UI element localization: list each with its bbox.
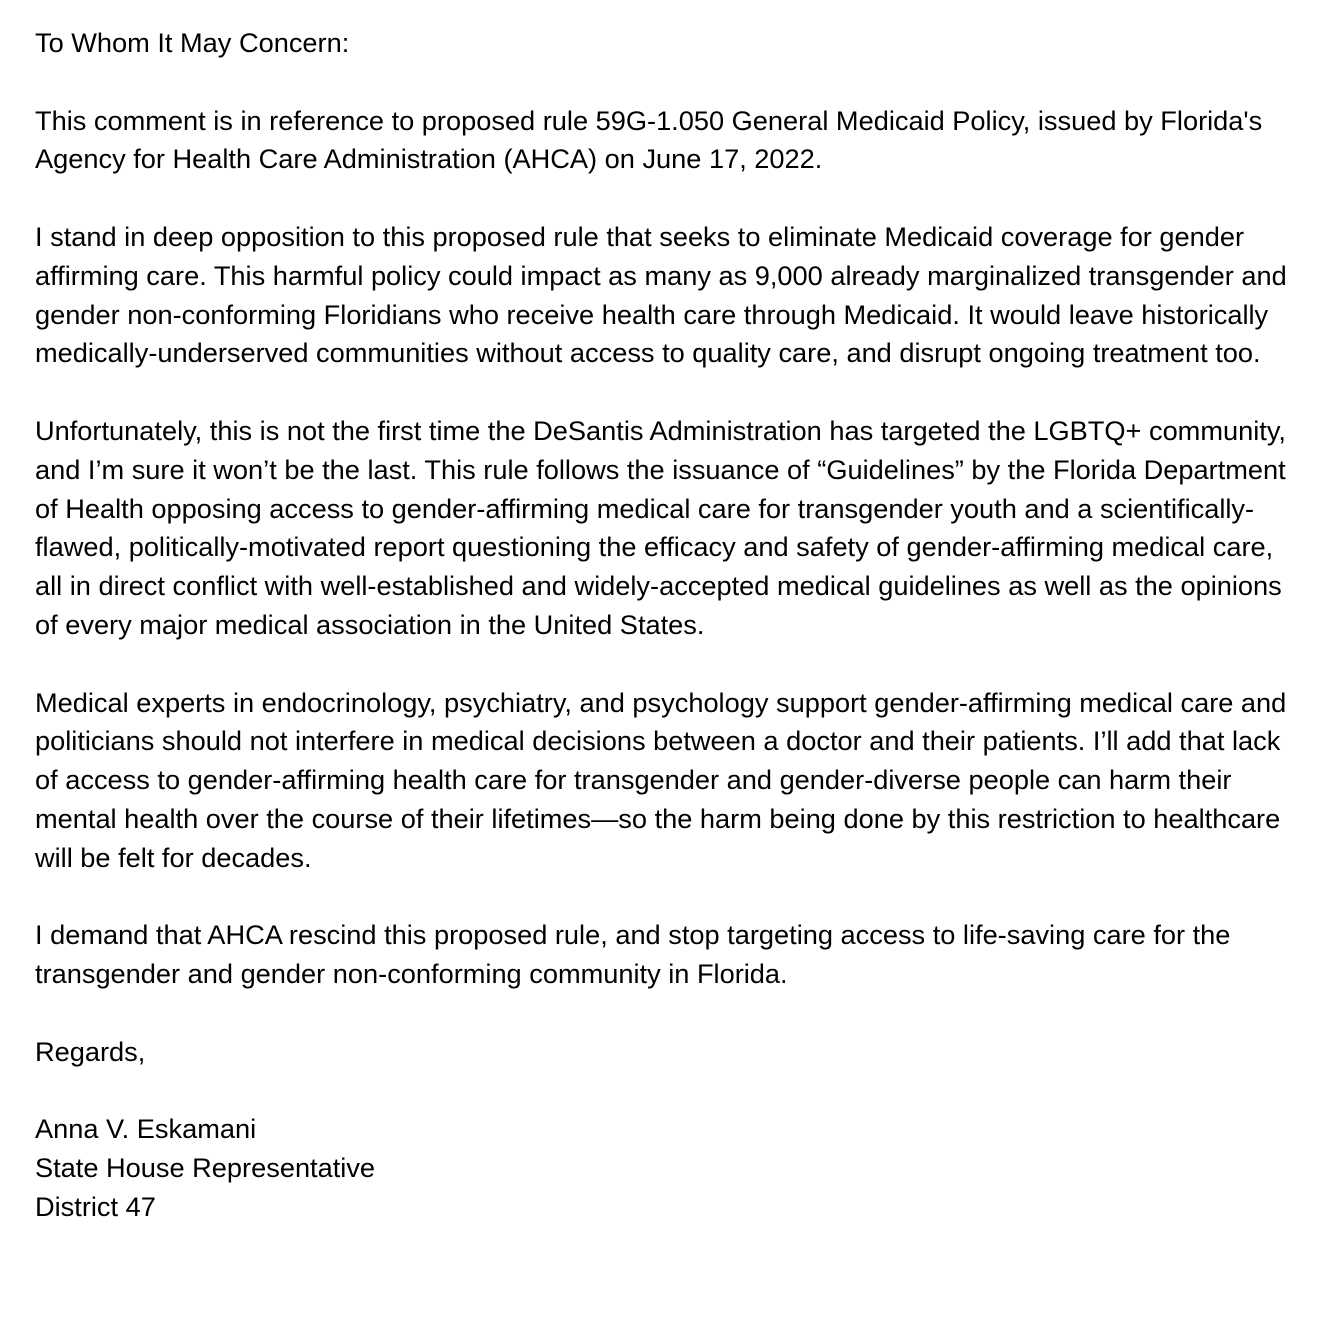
signature-district: District 47 xyxy=(35,1190,156,1222)
signature-title: State House Representative xyxy=(35,1152,376,1184)
letter-body xyxy=(35,24,1300,1227)
paragraph-medical-experts: Medical experts in endocrinology, psychiatry, and psychology support gender-affirming medical care and politicians should not interfere in medical decisions between a doctor and their patients. I’ll add that lack of access to gender-affirming health care for transgender and gender-diverse people can harm their mental health over the course of their lifetimes—so the harm being done by this restriction to healthcare will be felt for decades. xyxy=(35,686,1287,873)
paragraph-opposition: I stand in deep opposition to this proposed rule that seeks to eliminate Medicaid coverage for gender affirming care. This harmful policy could impact as many as 9,000 already marginalized transgender and gender non-conforming Floridians who receive health care through Medicaid. It would leave historically medically-underserved communities without access to quality care, and disrupt ongoing treatment too. xyxy=(35,220,1287,369)
signature-name: Anna V. Eskamani xyxy=(35,1113,257,1145)
paragraph-demand: I demand that AHCA rescind this proposed rule, and stop targeting access to life-saving care for the transgender and gender non-conforming community in Florida. xyxy=(35,919,1231,990)
paragraph-desantis-administration: Unfortunately, this is not the first time the DeSantis Administration has targeted the LGBTQ+ community, and I’m sure it won’t be the last. This rule follows the issuance of “Guidelines” by the Florida Department of Health opposing access to gender-affirming medical care for transgender youth and a scientifically-flawed, politically-motivated report questioning the efficacy and safety of gender-affirming medical care, all in direct conflict with well-established and widely-accepted medical guidelines as well as the opinions of every major medical association in the United States. xyxy=(35,414,1286,640)
closing: Regards, xyxy=(35,1035,146,1067)
salutation: To Whom It May Concern: xyxy=(35,27,350,58)
signature-block xyxy=(35,1110,1300,1226)
paragraph-rule-reference: This comment is in reference to proposed rule 59G-1.050 General Medicaid Policy, issued by Florida's Agency for Health Care Administration (AHCA) on June 17, 2022. xyxy=(35,104,1263,175)
